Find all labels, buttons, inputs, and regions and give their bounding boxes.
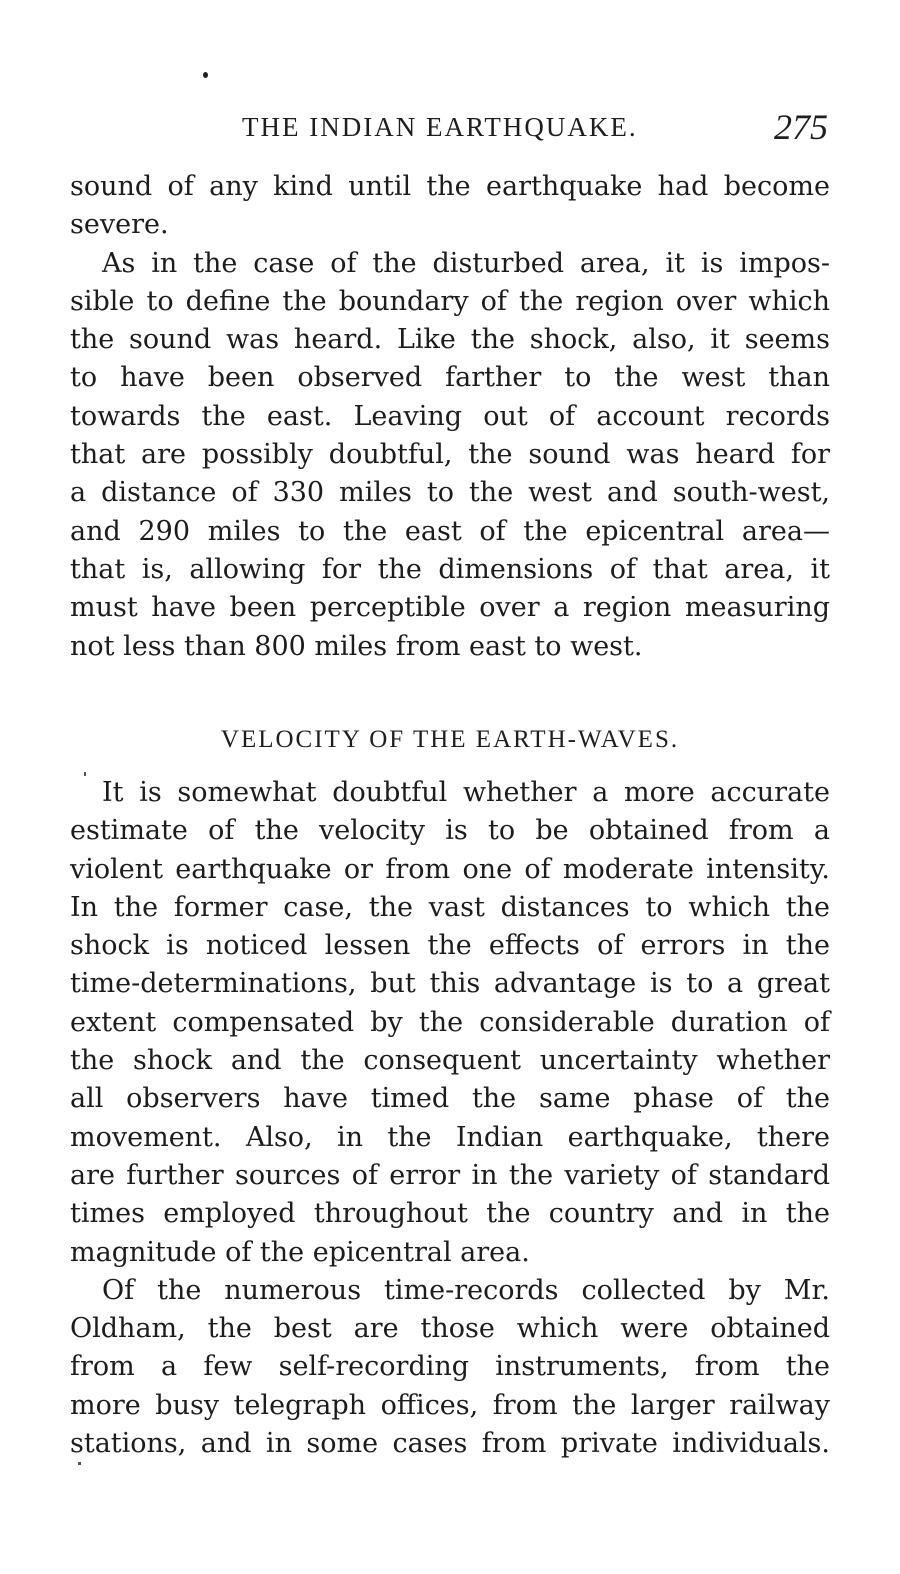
- text-line: times employed throughout the country and in the: [70, 1198, 830, 1230]
- text-line: that are possibly doubtful, the sound was heard for: [70, 439, 830, 471]
- text-line: magnitude of the epicentral area.: [70, 1236, 530, 1268]
- ink-speck: [78, 1462, 81, 1465]
- section-heading: VELOCITY OF THE EARTH-WAVES.: [220, 726, 680, 753]
- paragraph-block-sound: [70, 168, 830, 666]
- text-line: are further sources of error in the variety of standard: [70, 1159, 830, 1191]
- text-line: time-determinations, but this advantage is to a great: [70, 968, 830, 1000]
- text-line: the shock and the consequent uncertainty whether: [70, 1045, 830, 1077]
- text-line: sible to define the boundary of the region over which: [70, 285, 830, 317]
- text-line: all observers have timed the same phase of the: [70, 1083, 830, 1115]
- text-line: the sound was heard. Like the shock, also, it seems: [70, 324, 830, 356]
- text-line: violent earthquake or from one of moderate intensity.: [70, 853, 830, 885]
- ink-speck: [203, 72, 208, 78]
- text-line: Of the numerous time-records collected by Mr.: [102, 1274, 830, 1306]
- text-line: must have been perceptible over a region measuring: [70, 592, 830, 624]
- page-number: 275: [774, 107, 828, 147]
- text-line: shock is noticed lessen the effects of errors in the: [70, 930, 830, 962]
- text-line: stations, and in some cases from private individuals.: [70, 1428, 830, 1460]
- text-line: more busy telegraph offices, from the larger railway: [70, 1389, 830, 1421]
- text-line: sound of any kind until the earthquake had become: [70, 171, 830, 202]
- text-line: a distance of 330 miles to the west and south-west,: [70, 477, 830, 509]
- text-line: from a few self-recording instruments, from the: [70, 1351, 830, 1383]
- paragraph-block-velocity: [70, 774, 830, 1463]
- text-line: and 290 miles to the east of the epicentral area—: [70, 515, 830, 547]
- text-line: movement. Also, in the Indian earthquake, there: [70, 1121, 830, 1153]
- text-line: severe.: [70, 209, 169, 241]
- text-line: towards the east. Leaving out of account records: [70, 400, 830, 432]
- text-line: As in the case of the disturbed area, it is impos-: [102, 247, 830, 279]
- text-line: to have been observed farther to the west than: [70, 362, 830, 394]
- text-line: In the former case, the vast distances to which the: [70, 891, 830, 923]
- text-line: not less than 800 miles from east to west.: [70, 630, 643, 662]
- text-line: It is somewhat doubtful whether a more accurate: [102, 777, 830, 808]
- text-line: extent compensated by the considerable duration of: [70, 1006, 830, 1038]
- running-title: THE INDIAN EARTHQUAKE.: [242, 112, 638, 142]
- text-line: estimate of the velocity is to be obtained from a: [70, 815, 830, 847]
- text-line: that is, allowing for the dimensions of that area, it: [70, 553, 830, 585]
- text-line: Oldham, the best are those which were obtained: [70, 1313, 830, 1345]
